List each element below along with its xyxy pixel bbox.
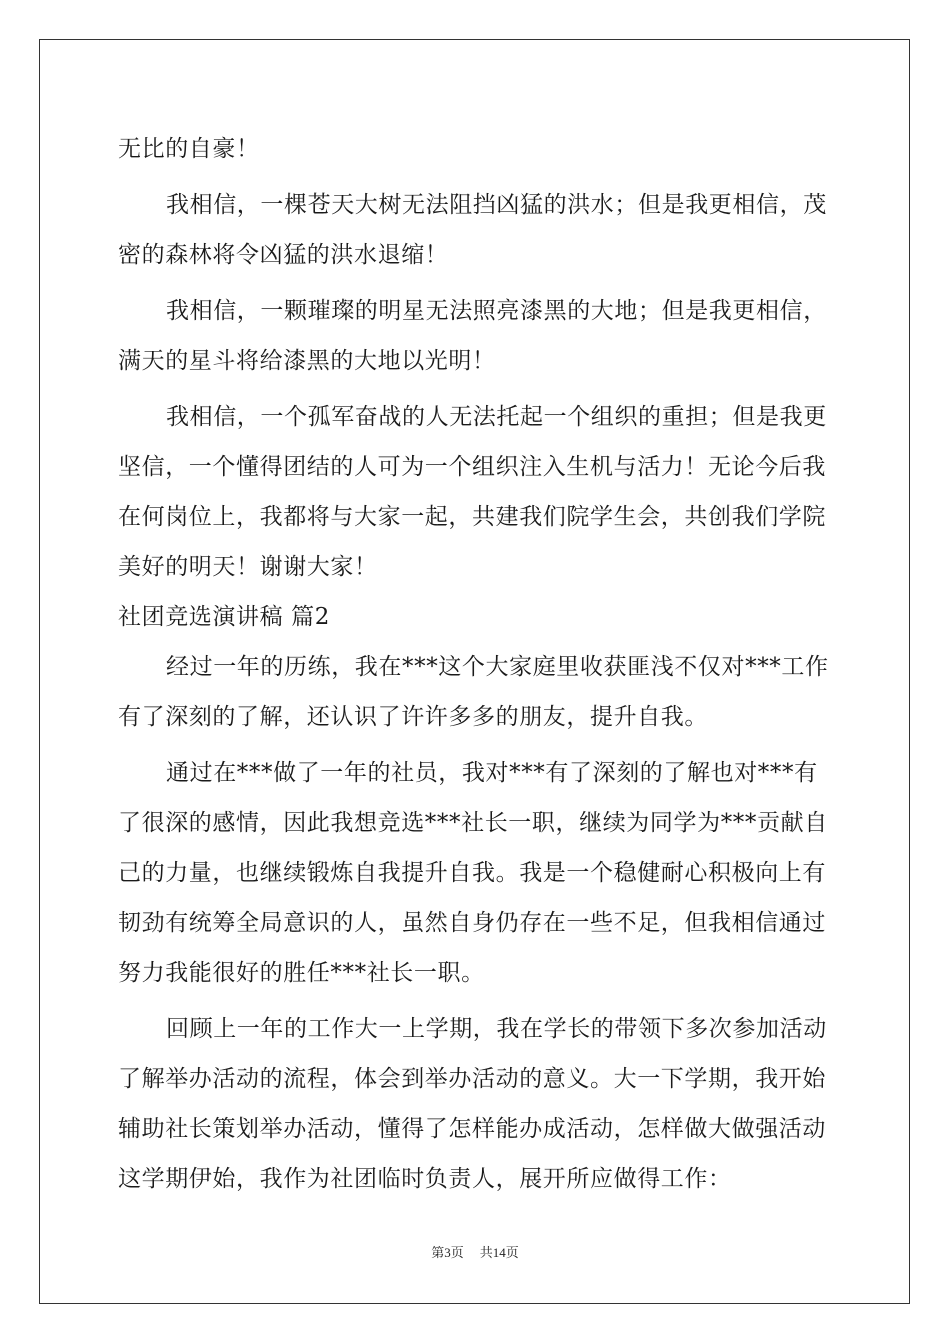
paragraph-line: 无比的自豪！: [118, 136, 260, 162]
paragraph-line: 了解举办活动的流程，体会到举办活动的意义。大一下学期，我开始: [118, 1066, 826, 1092]
paragraph-line: 回顾上一年的工作大一上学期，我在学长的带领下多次参加活动: [166, 1016, 827, 1042]
paragraph-line: 我相信，一棵苍天大树无法阻挡凶猛的洪水；但是我更相信，茂: [166, 192, 827, 218]
paragraph-line: 在何岗位上，我都将与大家一起，共建我们院学生会，共创我们学院: [118, 504, 826, 530]
paragraph-line: 有了深刻的了解，还认识了许许多多的朋友，提升自我。: [118, 704, 708, 730]
paragraph-line: 坚信，一个懂得团结的人可为一个组织注入生机与活力！无论今后我: [118, 454, 826, 480]
paragraph-line: 通过在***做了一年的社员，我对***有了深刻的了解也对***有: [166, 760, 818, 786]
paragraph-line: 经过一年的历练，我在***这个大家庭里收获匪浅不仅对***工作: [166, 654, 829, 680]
paragraph-line: 辅助社长策划举办活动，懂得了怎样能办成活动，怎样做大做强活动: [118, 1116, 826, 1142]
paragraph-line: 努力我能很好的胜任***社长一职。: [118, 960, 485, 986]
paragraph-line: 密的森林将令凶猛的洪水退缩！: [118, 242, 449, 268]
paragraph-line: 美好的明天！谢谢大家！: [118, 554, 378, 580]
paragraph-line: 满天的星斗将给漆黑的大地以光明！: [118, 348, 496, 374]
paragraph-line: 了很深的感情，因此我想竞选***社长一职，继续为同学为***贡献自: [118, 810, 828, 836]
paragraph-line: 韧劲有统筹全局意识的人，虽然自身仍存在一些不足，但我相信通过: [118, 910, 826, 936]
page-footer: [0, 1242, 950, 1261]
paragraph-line: 这学期伊始，我作为社团临时负责人，展开所应做得工作：: [118, 1166, 732, 1192]
section-heading: 社团竞选演讲稿 篇2: [118, 604, 330, 630]
page-number: 第3页: [431, 1245, 464, 1260]
document-body: [118, 124, 838, 1204]
page-total: 共14页: [479, 1245, 519, 1260]
paragraph-line: 我相信，一个孤军奋战的人无法托起一个组织的重担；但是我更: [166, 404, 827, 430]
paragraph-line: 我相信，一颗璀璨的明星无法照亮漆黑的大地；但是我更相信，: [166, 298, 827, 324]
paragraph-line: 己的力量，也继续锻炼自我提升自我。我是一个稳健耐心积极向上有: [118, 860, 826, 886]
